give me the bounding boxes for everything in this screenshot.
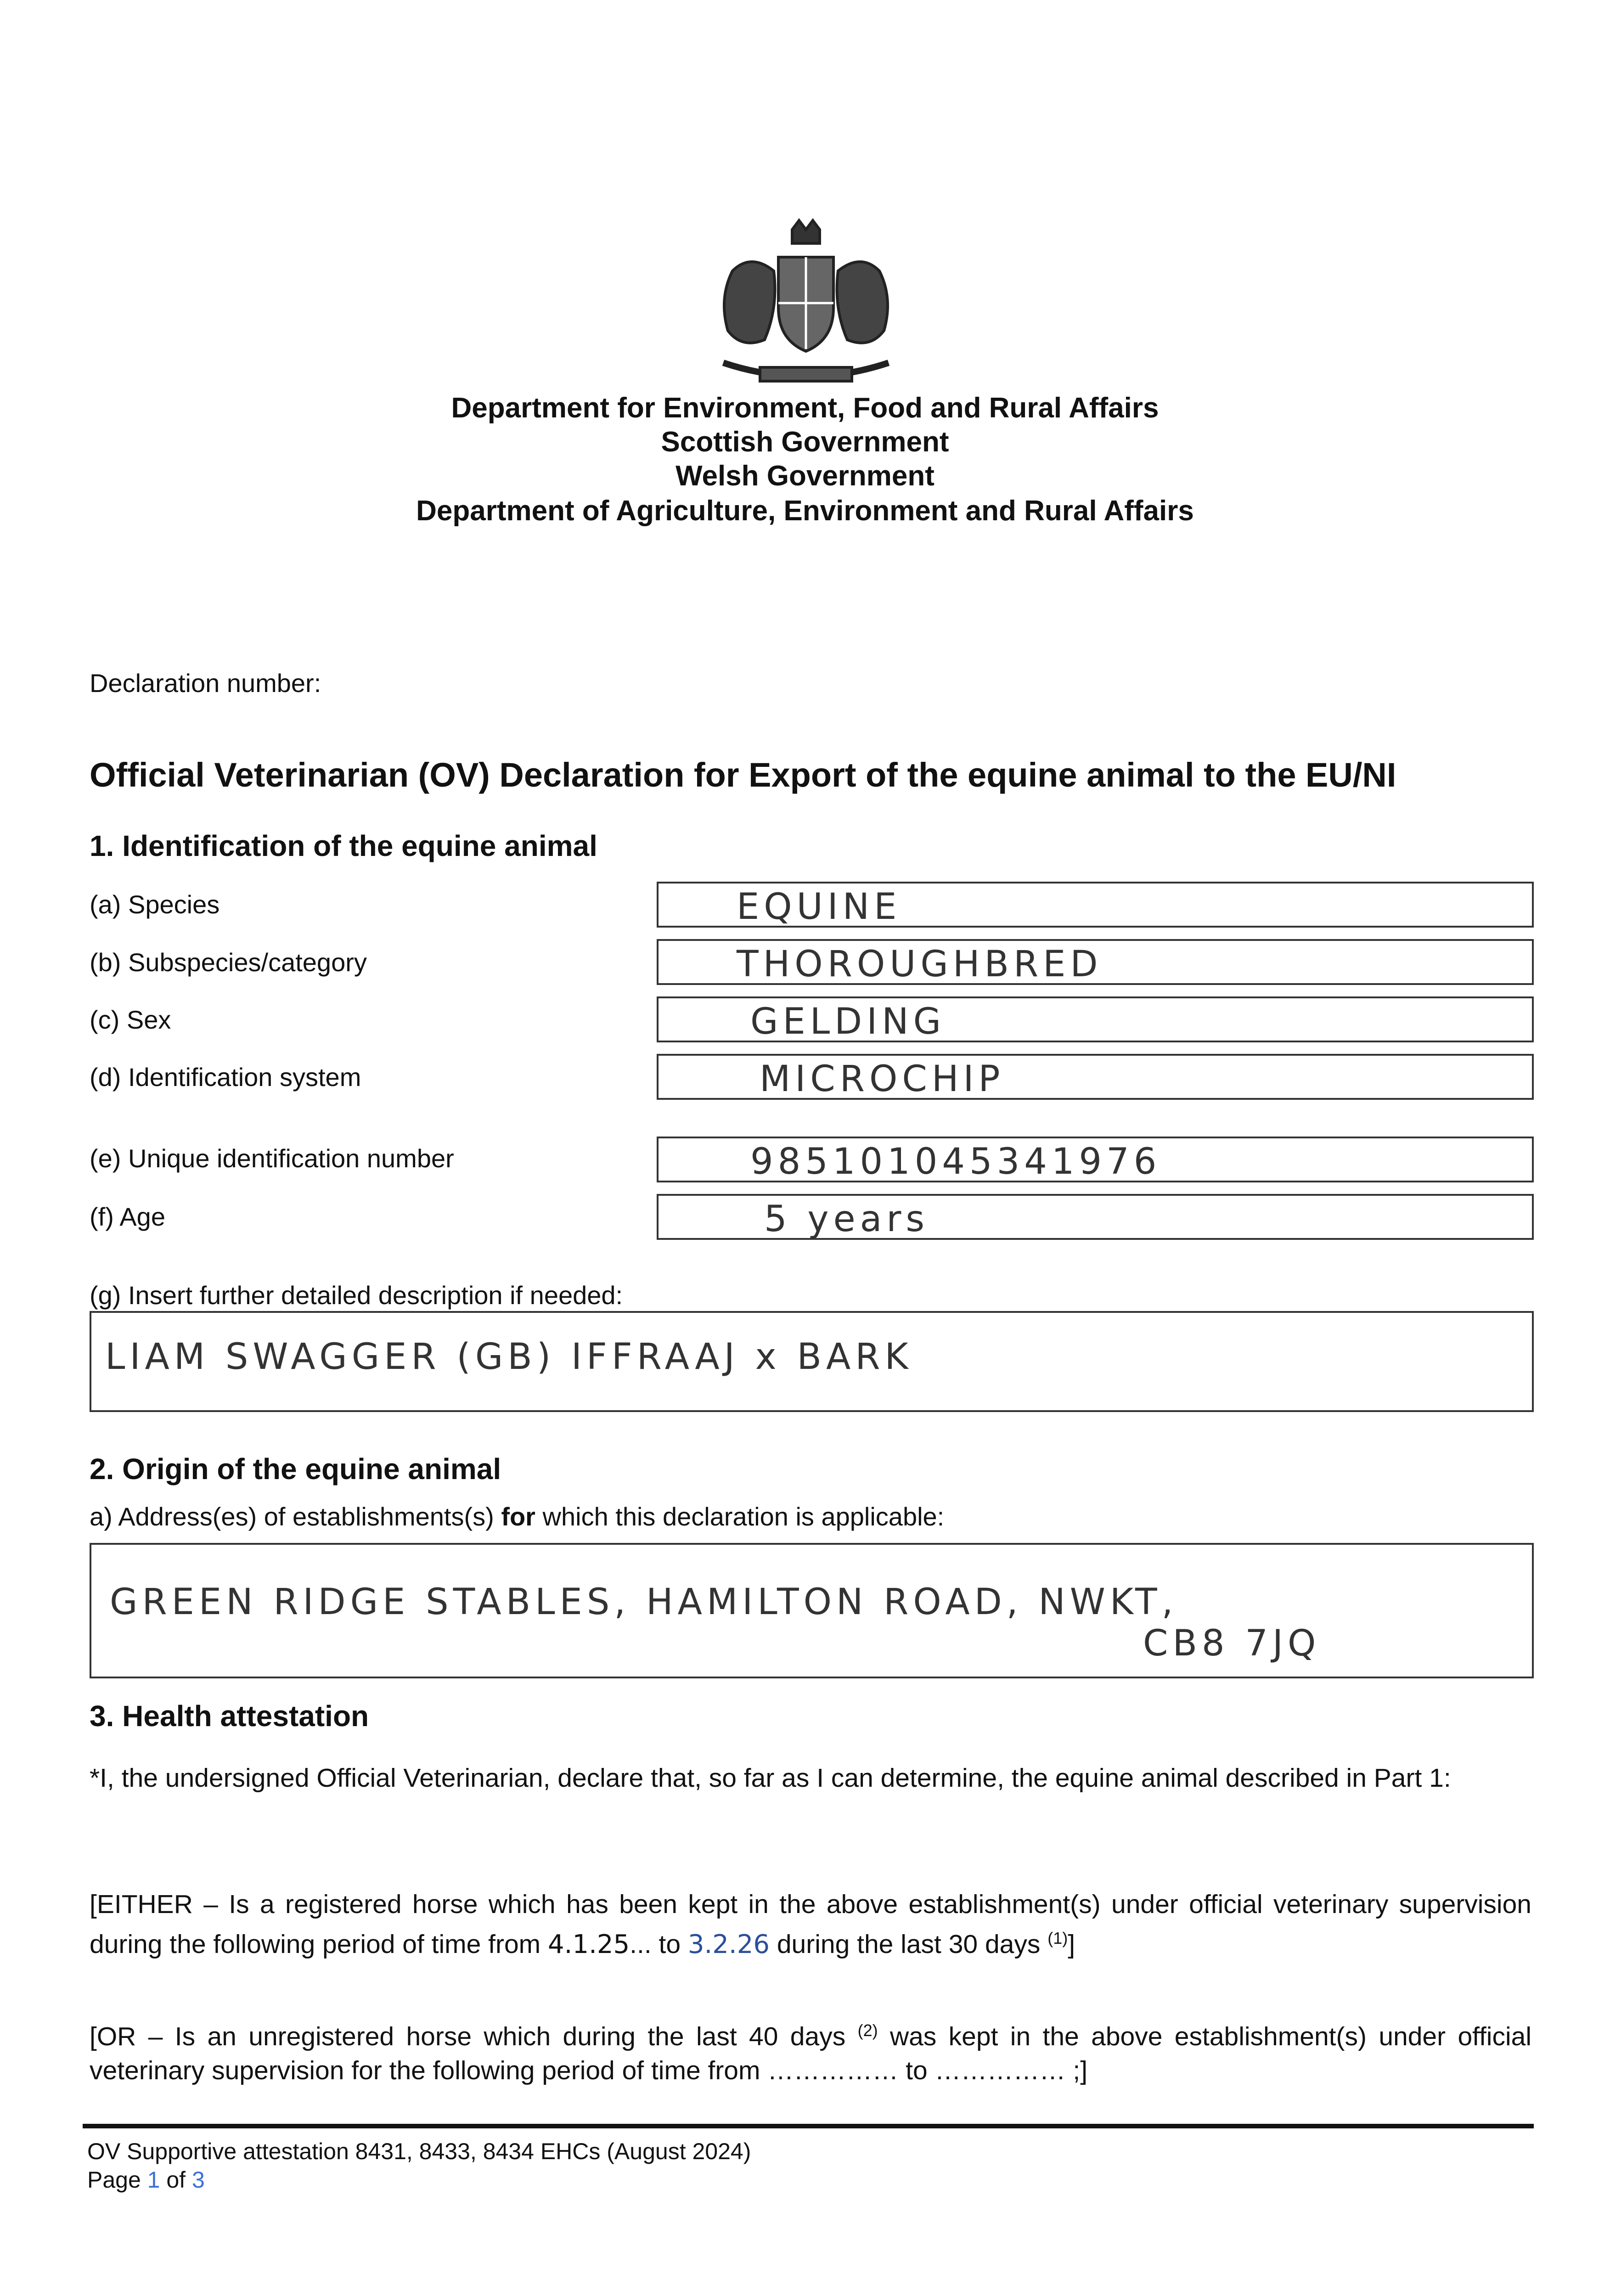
further-description-value: LIAM SWAGGER (GB) IFFRAAJ x BARK — [105, 1336, 913, 1378]
unique-id-field[interactable] — [657, 1137, 1534, 1182]
sex-field[interactable] — [657, 996, 1534, 1042]
subspecies-value: THOROUGHBRED — [737, 944, 1103, 985]
section1-heading: 1. Identification of the equine animal — [90, 829, 597, 862]
sex-label: (c) Sex — [90, 1005, 171, 1034]
age-field[interactable] — [657, 1194, 1534, 1240]
agency-welsh-government: Welsh Government — [676, 460, 934, 492]
species-label: (a) Species — [90, 890, 220, 919]
section3-heading: 3. Health attestation — [90, 1699, 369, 1733]
royal-coat-of-arms-icon — [705, 216, 907, 386]
address-label: a) Address(es) of establishments(s) for which this declaration is applicable: — [90, 1502, 945, 1531]
subspecies-field[interactable] — [657, 939, 1534, 985]
agency-daera: Department of Agriculture, Environment and Rural Affairs — [416, 495, 1194, 527]
sex-value: GELDING — [750, 1001, 946, 1042]
either-clause: [EITHER – Is a registered horse which has been kept in the above establishment(s) under official veterinary supervision during the following period of time from 4.1.25... to 3.2.26 during the last 30 days $^{(1)}$] — [90, 1890, 1531, 1959]
or-clause: [OR – Is an unregistered horse which during the last 40 days $^{(2)}$ was kept in the above establishment(s) under official veterinary supervision for the following period of time from …………… to …………… ;] — [90, 2021, 1532, 2085]
identification-system-label: (d) Identification system — [90, 1063, 361, 1092]
species-field[interactable] — [657, 882, 1534, 928]
further-description-field[interactable] — [90, 1311, 1534, 1412]
identification-system-value: MICROCHIP — [760, 1058, 1005, 1100]
unique-id-label: (e) Unique identification number — [90, 1144, 454, 1173]
footer-divider — [83, 2124, 1534, 2128]
agency-defra: Department for Environment, Food and Rural Affairs — [451, 392, 1159, 424]
footer-attestation: OV Supportive attestation 8431, 8433, 8434 EHCs (August 2024) — [87, 2138, 751, 2164]
section2-heading: 2. Origin of the equine animal — [90, 1452, 501, 1486]
further-description-label: (g) Insert further detailed description if needed: — [90, 1281, 623, 1310]
address-line2: CB8 7JQ — [1143, 1623, 1321, 1664]
unique-id-value: 985101045341976 — [750, 1141, 1161, 1182]
subspecies-label: (b) Subspecies/category — [90, 948, 367, 977]
either-from-date: 4.1.25 — [548, 1930, 630, 1959]
age-label: (f) Age — [90, 1202, 165, 1231]
agency-scottish-government: Scottish Government — [661, 426, 949, 458]
address-line1: GREEN RIDGE STABLES, HAMILTON ROAD, NWKT, — [110, 1581, 1178, 1623]
identification-system-field[interactable] — [657, 1054, 1534, 1100]
age-value: 5 years — [764, 1199, 929, 1240]
declaration-number-label: Declaration number: — [90, 669, 321, 698]
footer-page-number: Page 1 of 3 — [87, 2167, 205, 2193]
either-to-date: 3.2.26 — [687, 1930, 770, 1959]
address-field[interactable] — [90, 1543, 1534, 1678]
health-attestation-intro: *I, the undersigned Official Veterinarian, declare that, so far as I can determine, the equine animal described in Part 1: — [90, 1763, 1451, 1793]
document-title: Official Veterinarian (OV) Declaration for Export of the equine animal to the EU/NI — [90, 756, 1396, 794]
species-value: EQUINE — [737, 886, 901, 928]
